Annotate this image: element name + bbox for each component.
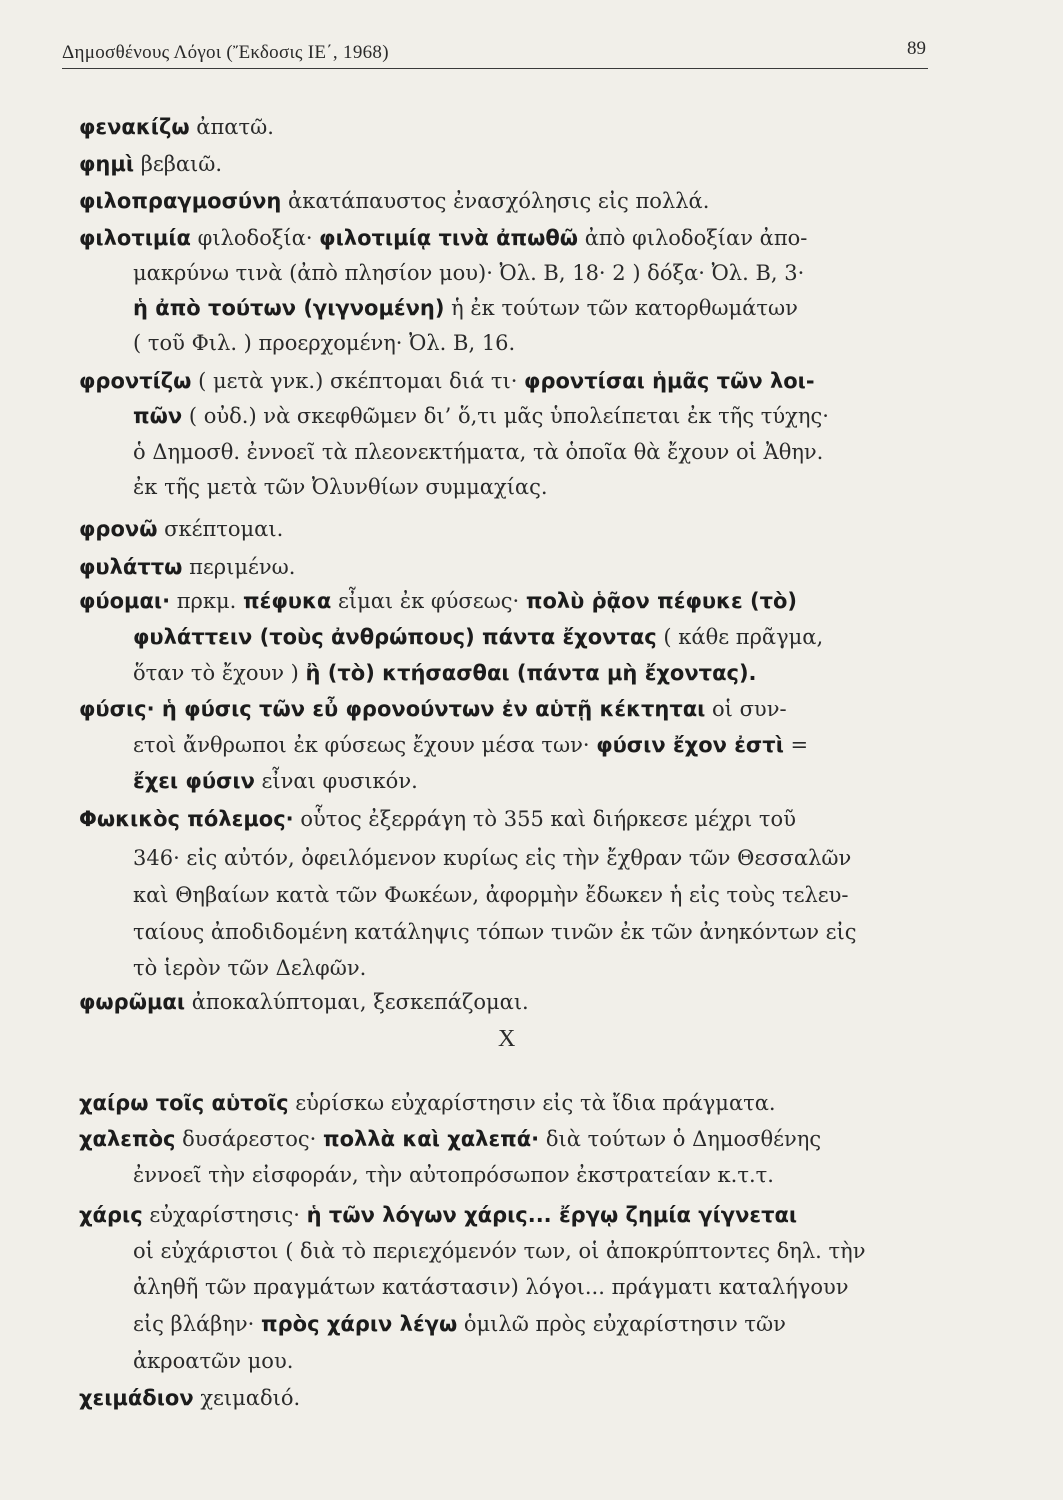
headword: φιλοτιμία [79, 226, 191, 250]
entry-fylatto [79, 552, 295, 582]
definition: εὐχαρίστησις· [142, 1203, 307, 1227]
entry-frontizo-line4 [133, 472, 548, 502]
entry-fokikos-line2 [133, 843, 851, 873]
entry-frontizo-line2 [133, 401, 829, 431]
entry-filotimia [79, 223, 807, 253]
definition: ( οὐδ.) νὰ σκεφθῶμεν δι’ ὅ,τι μᾶς ὑπολείπεται ἐκ τῆς τύχης· [182, 404, 829, 428]
headword: φύομαι· [79, 589, 171, 613]
entry-filotimia-line3 [133, 293, 798, 323]
definition: ἀπατῶ. [189, 115, 274, 139]
definition: μακρύνω τινὰ (ἀπὸ πλησίον μου)· Ὀλ. Β, 18· 2 ) δόξα· Ὀλ. Β, 3· [133, 261, 805, 285]
definition: 346· εἰς αὐτόν, ὀφειλόμενον κυρίως εἰς τὴν ἔχθραν τῶν Θεσσαλῶν [133, 846, 852, 870]
definition: ἐννοεῖ τὴν εἰσφοράν, τὴν αὐτοπρόσωπον ἐκστρατείαν κ.τ.τ. [133, 1163, 774, 1187]
entry-charis-line3 [133, 1272, 849, 1302]
headword: φροντίζω [79, 369, 192, 393]
definition: ἐκ τῆς μετὰ τῶν Ὀλυνθίων συμμαχίας. [133, 475, 548, 499]
headword: φύσις· [79, 697, 155, 721]
definition: ( μετὰ γνκ.) σκέπτομαι διά τι· [191, 369, 525, 393]
definition: βεβαιῶ. [134, 152, 223, 176]
entry-fyomai [79, 586, 797, 616]
definition: εὑρίσκω εὐχαρίστησιν εἰς τὰ ἴδια πράγματα. [288, 1091, 776, 1115]
phrase: πολὺ ῥᾷον πέφυκε (τὸ) [525, 589, 798, 613]
entry-fyomai-line2 [133, 622, 823, 652]
entry-fokikos-line3 [133, 880, 849, 910]
headword: Φωκικὸς πόλεμος· [79, 807, 294, 831]
definition: εἰς βλάβην· [133, 1312, 262, 1336]
phrase: πρὸς χάριν λέγω [261, 1312, 458, 1336]
headword: χαλεπὸς [79, 1127, 176, 1151]
definition: οἱ εὐχάριστοι ( διὰ τὸ περιεχόμενόν των, οἱ ἀποκρύπτοντες δηλ. τὴν [133, 1239, 866, 1263]
phrase: πέφυκα [243, 589, 332, 613]
definition: εἶμαι ἐκ φύσεως· [331, 589, 526, 613]
definition: ἀκατάπαυστος ἐνασχόλησις εἰς πολλά. [281, 189, 710, 213]
phrase: φυλάττειν (τοὺς ἀνθρώπους) πάντα ἔχοντας [133, 625, 657, 649]
headword: χειμάδιον [79, 1386, 194, 1410]
entry-fokikos-line4 [133, 917, 857, 947]
entry-fysis [79, 694, 787, 724]
headword: χαίρω τοῖς αὑτοῖς [79, 1091, 289, 1115]
headword: φυλάττω [79, 555, 183, 579]
phrase: ἡ τῶν λόγων χάρις... ἔργῳ ζημία γίγνεται [306, 1203, 798, 1227]
entry-chalepos-line2 [133, 1160, 774, 1190]
definition: οἱ συν- [705, 697, 787, 721]
entry-chalepos [79, 1124, 821, 1154]
phrase: πῶν [133, 404, 183, 428]
definition: δυσάρεστος· [175, 1127, 323, 1151]
definition: φιλοδοξία· [190, 226, 320, 250]
definition: πρκμ. [170, 589, 244, 613]
phrase: φιλοτιμίᾳ τινὰ ἀπωθῶ [319, 226, 579, 250]
entry-fyomai-line3 [133, 658, 757, 688]
definition: ἀποκαλύπτομαι, ξεσκεπάζομαι. [185, 990, 529, 1014]
section-letter: Χ [498, 1026, 516, 1052]
headword: χάρις [79, 1203, 143, 1227]
phrase: ἢ (τὸ) κτήσασθαι (πάντα μὴ ἔχοντας). [305, 661, 757, 685]
entry-charis-line4 [133, 1309, 786, 1339]
entry-foromai [79, 987, 529, 1017]
entry-chairo [79, 1088, 776, 1118]
entry-fysis-line3 [133, 766, 418, 796]
definition: καὶ Θηβαίων κατὰ τῶν Φωκέων, ἀφορμὴν ἔδωκεν ἡ εἰς τοὺς τελευ- [133, 883, 849, 907]
definition: ἡ ἐκ τούτων τῶν κατορθωμάτων [444, 296, 798, 320]
page-number: 89 [907, 38, 926, 59]
entry-fimi [79, 149, 222, 179]
book-title: Δημοσθένους Λόγοι (Ἔκδοσις ΙΕ΄, 1968) [62, 42, 389, 63]
definition: ὁ Δημοσθ. ἐννοεῖ τὰ πλεονεκτήματα, τὰ ὁποῖα θὰ ἔχουν οἱ Ἀθην. [133, 440, 824, 464]
phrase: ἡ ἀπὸ τούτων (γιγνομένη) [133, 296, 445, 320]
headword: φρονῶ [79, 517, 158, 541]
entry-fysis-line2 [133, 730, 808, 760]
entry-filotimia-line2 [133, 258, 804, 288]
headword: φημὶ [79, 152, 135, 176]
entry-charis-line2 [133, 1236, 866, 1266]
definition: ( κάθε πρᾶγμα, [656, 625, 824, 649]
entry-filotimia-line4 [133, 328, 515, 358]
phrase: πολλὰ καὶ χαλεπά· [323, 1127, 540, 1151]
definition: ἀπὸ φιλοδοξίαν ἀπο- [578, 226, 808, 250]
definition: ὅταν τὸ ἔχουν ) [133, 661, 306, 685]
definition: ( τοῦ Φιλ. ) προερχομένη· Ὀλ. Β, 16. [133, 331, 516, 355]
entry-fenakizo [79, 112, 274, 142]
definition: οὗτος ἐξερράγη τὸ 355 καὶ διήρκεσε μέχρι τοῦ [293, 807, 796, 831]
definition: χειμαδιό. [193, 1386, 301, 1410]
phrase: ἡ φύσις τῶν εὖ φρονούντων ἐν αὑτῇ κέκτηται [154, 697, 706, 721]
phrase: φροντίσαι ἡμᾶς τῶν λοι- [524, 369, 815, 393]
running-header [62, 38, 928, 69]
entry-cheimadion [79, 1383, 300, 1413]
phrase: φύσιν ἔχον ἐστὶ [596, 733, 784, 757]
entry-charis-line5 [133, 1346, 293, 1376]
definition: = [783, 733, 809, 757]
definition: ταίους ἀποδιδομένη κατάληψις τόπων τινῶν ἐκ τῶν ἀνηκόντων εἰς [133, 920, 857, 944]
entry-fokikos [79, 804, 796, 834]
definition: ετοὶ ἄνθρωποι ἐκ φύσεως ἔχουν μέσα των· [133, 733, 597, 757]
headword: φενακίζω [79, 115, 190, 139]
headword: φιλοπραγμοσύνη [79, 189, 282, 213]
definition: ἀληθῆ τῶν πραγμάτων κατάστασιν) λόγοι... πράγματι καταλήγουν [133, 1275, 849, 1299]
entry-frontizo-line3 [133, 437, 823, 467]
definition: περιμένω. [182, 555, 296, 579]
definition: τὸ ἱερὸν τῶν Δελφῶν. [133, 956, 367, 980]
definition: εἶναι φυσικόν. [254, 769, 418, 793]
definition: ὁμιλῶ πρὸς εὐχαρίστησιν τῶν [457, 1312, 786, 1336]
definition: ἀκροατῶν μου. [133, 1349, 294, 1373]
definition: διὰ τούτων ὁ Δημοσθένης [539, 1127, 822, 1151]
entry-filopragmosyni [79, 186, 709, 216]
entry-frono [79, 514, 283, 544]
phrase: ἔχει φύσιν [133, 769, 255, 793]
entry-charis [79, 1200, 797, 1230]
entry-fokikos-line5 [133, 953, 366, 983]
headword: φωρῶμαι [79, 990, 186, 1014]
definition: σκέπτομαι. [157, 517, 284, 541]
entry-frontizo [79, 366, 815, 396]
